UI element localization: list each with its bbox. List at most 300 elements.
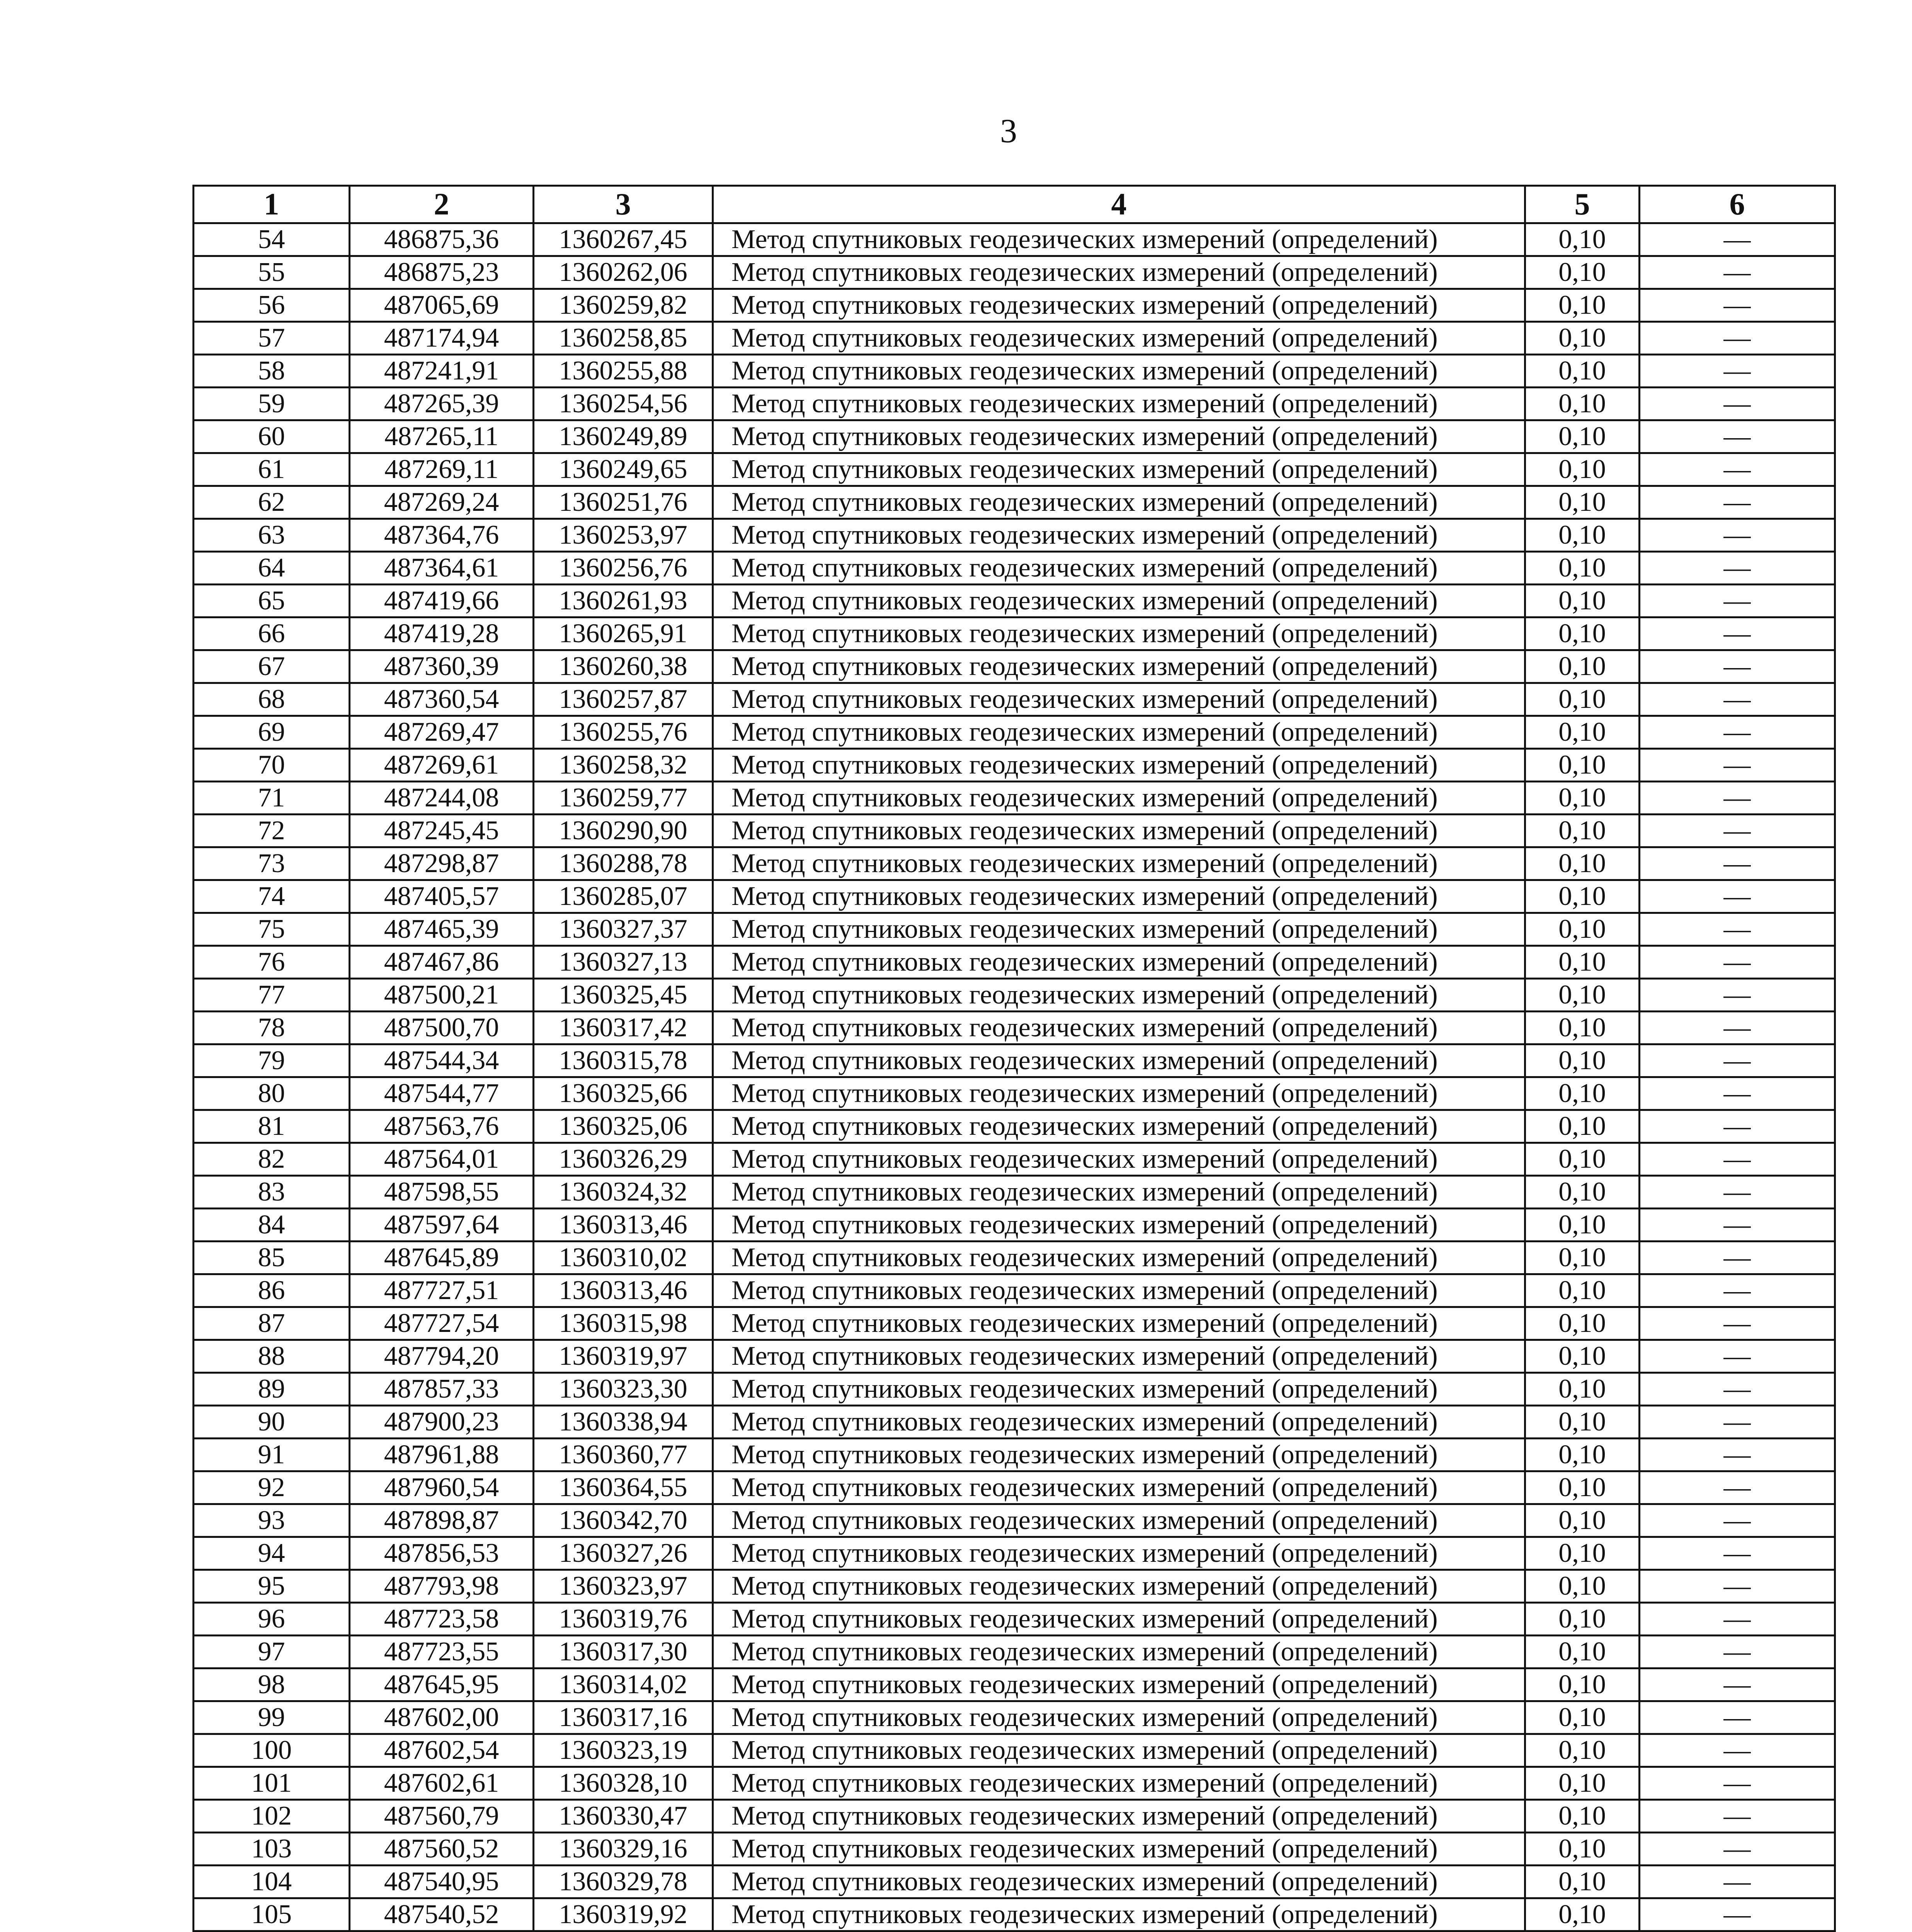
cell-point-number: 84 (194, 1209, 350, 1242)
cell-x-coordinate: 487794,20 (350, 1340, 534, 1373)
cell-accuracy: 0,10 (1525, 1307, 1640, 1340)
cell-y-coordinate: 1360328,10 (534, 1767, 713, 1800)
cell-method: Метод спутниковых геодезических измерений (определений) (713, 585, 1525, 617)
cell-point-number: 90 (194, 1406, 350, 1439)
cell-method: Метод спутниковых геодезических измерений (определений) (713, 1866, 1525, 1898)
cell-accuracy: 0,10 (1525, 617, 1640, 650)
table-row (194, 223, 1835, 256)
cell-x-coordinate: 487419,28 (350, 617, 534, 650)
cell-method: Метод спутниковых геодезических измерений (определений) (713, 1110, 1525, 1143)
cell-accuracy: 0,10 (1525, 1866, 1640, 1898)
table-row (194, 1471, 1835, 1504)
cell-method: Метод спутниковых геодезических измерений (определений) (713, 453, 1525, 486)
cell-y-coordinate: 1360323,19 (534, 1734, 713, 1767)
cell-method: Метод спутниковых геодезических измерений (определений) (713, 223, 1525, 256)
cell-accuracy: 0,10 (1525, 749, 1640, 782)
cell-point-number: 103 (194, 1833, 350, 1866)
cell-note: — (1640, 1866, 1835, 1898)
cell-method: Метод спутниковых геодезических измерений (определений) (713, 1209, 1525, 1242)
cell-method: Метод спутниковых геодезических измерений (определений) (713, 946, 1525, 979)
cell-y-coordinate: 1360330,47 (534, 1800, 713, 1833)
cell-method: Метод спутниковых геодезических измерений (определений) (713, 1143, 1525, 1176)
cell-point-number: 60 (194, 420, 350, 453)
cell-y-coordinate: 1360317,42 (534, 1012, 713, 1044)
cell-y-coordinate: 1360364,55 (534, 1471, 713, 1504)
cell-note: — (1640, 979, 1835, 1012)
cell-note: — (1640, 388, 1835, 420)
cell-accuracy: 0,10 (1525, 552, 1640, 585)
column-header: 2 (350, 186, 534, 223)
cell-y-coordinate: 1360326,29 (534, 1143, 713, 1176)
cell-accuracy: 0,10 (1525, 847, 1640, 880)
cell-point-number: 54 (194, 223, 350, 256)
cell-x-coordinate: 487298,87 (350, 847, 534, 880)
cell-method: Метод спутниковых геодезических измерений (определений) (713, 1603, 1525, 1636)
cell-y-coordinate: 1360319,92 (534, 1898, 713, 1931)
cell-y-coordinate: 1360314,02 (534, 1668, 713, 1701)
cell-point-number: 64 (194, 552, 350, 585)
cell-note: — (1640, 1603, 1835, 1636)
cell-note: — (1640, 1406, 1835, 1439)
cell-y-coordinate: 1360329,16 (534, 1833, 713, 1866)
cell-method: Метод спутниковых геодезических измерений (определений) (713, 683, 1525, 716)
table-row (194, 1274, 1835, 1307)
cell-y-coordinate: 1360315,78 (534, 1044, 713, 1077)
cell-accuracy: 0,10 (1525, 1471, 1640, 1504)
cell-method: Метод спутниковых геодезических измерений (определений) (713, 1340, 1525, 1373)
cell-y-coordinate: 1360265,91 (534, 617, 713, 650)
cell-note: — (1640, 683, 1835, 716)
cell-point-number: 68 (194, 683, 350, 716)
cell-x-coordinate: 487645,89 (350, 1242, 534, 1274)
cell-x-coordinate: 487364,61 (350, 552, 534, 585)
cell-note: — (1640, 355, 1835, 388)
cell-x-coordinate: 487602,61 (350, 1767, 534, 1800)
cell-point-number: 88 (194, 1340, 350, 1373)
cell-accuracy: 0,10 (1525, 1636, 1640, 1668)
cell-method: Метод спутниковых геодезических измерений (определений) (713, 782, 1525, 815)
cell-method: Метод спутниковых геодезических измерений (определений) (713, 1636, 1525, 1668)
cell-accuracy: 0,10 (1525, 256, 1640, 289)
cell-method: Метод спутниковых геодезических измерений (определений) (713, 1767, 1525, 1800)
table-row (194, 1767, 1835, 1800)
cell-note: — (1640, 1833, 1835, 1866)
table-row (194, 683, 1835, 716)
cell-point-number: 72 (194, 815, 350, 847)
cell-accuracy: 0,10 (1525, 880, 1640, 913)
cell-method: Метод спутниковых геодезических измерений (определений) (713, 847, 1525, 880)
column-header: 3 (534, 186, 713, 223)
cell-y-coordinate: 1360324,32 (534, 1176, 713, 1209)
cell-method: Метод спутниковых геодезических измерений (определений) (713, 1077, 1525, 1110)
cell-y-coordinate: 1360342,70 (534, 1504, 713, 1537)
cell-accuracy: 0,10 (1525, 815, 1640, 847)
cell-y-coordinate: 1360329,78 (534, 1866, 713, 1898)
cell-method: Метод спутниковых геодезических измерений (определений) (713, 486, 1525, 519)
cell-point-number: 80 (194, 1077, 350, 1110)
cell-point-number: 89 (194, 1373, 350, 1406)
cell-accuracy: 0,10 (1525, 1274, 1640, 1307)
cell-accuracy: 0,10 (1525, 1209, 1640, 1242)
cell-x-coordinate: 487563,76 (350, 1110, 534, 1143)
table-row (194, 552, 1835, 585)
cell-accuracy: 0,10 (1525, 1668, 1640, 1701)
cell-y-coordinate: 1360249,89 (534, 420, 713, 453)
column-header: 6 (1640, 186, 1835, 223)
cell-y-coordinate: 1360267,45 (534, 223, 713, 256)
table-row (194, 1668, 1835, 1701)
table-row (194, 1077, 1835, 1110)
cell-y-coordinate: 1360259,82 (534, 289, 713, 322)
cell-y-coordinate: 1360253,97 (534, 519, 713, 552)
cell-x-coordinate: 487419,66 (350, 585, 534, 617)
cell-x-coordinate: 487360,54 (350, 683, 534, 716)
cell-method: Метод спутниковых геодезических измерений (определений) (713, 420, 1525, 453)
table-row (194, 1439, 1835, 1471)
cell-note: — (1640, 486, 1835, 519)
cell-method: Метод спутниковых геодезических измерений (определений) (713, 552, 1525, 585)
cell-accuracy: 0,10 (1525, 1044, 1640, 1077)
cell-x-coordinate: 487244,08 (350, 782, 534, 815)
table-row (194, 650, 1835, 683)
table-header-row (194, 186, 1835, 223)
cell-y-coordinate: 1360317,16 (534, 1701, 713, 1734)
cell-x-coordinate: 487544,77 (350, 1077, 534, 1110)
cell-accuracy: 0,10 (1525, 683, 1640, 716)
cell-point-number: 91 (194, 1439, 350, 1471)
cell-y-coordinate: 1360258,85 (534, 322, 713, 355)
cell-accuracy: 0,10 (1525, 1439, 1640, 1471)
cell-note: — (1640, 650, 1835, 683)
cell-note: — (1640, 1668, 1835, 1701)
table-row (194, 1866, 1835, 1898)
cell-method: Метод спутниковых геодезических измерений (определений) (713, 1274, 1525, 1307)
page-number: 3 (1000, 112, 1017, 150)
cell-accuracy: 0,10 (1525, 1077, 1640, 1110)
cell-point-number: 78 (194, 1012, 350, 1044)
cell-point-number: 96 (194, 1603, 350, 1636)
cell-note: — (1640, 1800, 1835, 1833)
cell-x-coordinate: 487245,45 (350, 815, 534, 847)
table-row (194, 979, 1835, 1012)
cell-note: — (1640, 749, 1835, 782)
table-row (194, 1307, 1835, 1340)
cell-x-coordinate: 487602,54 (350, 1734, 534, 1767)
cell-note: — (1640, 322, 1835, 355)
cell-x-coordinate: 487174,94 (350, 322, 534, 355)
cell-accuracy: 0,10 (1525, 1734, 1640, 1767)
cell-point-number: 86 (194, 1274, 350, 1307)
cell-x-coordinate: 487645,95 (350, 1668, 534, 1701)
cell-x-coordinate: 487265,39 (350, 388, 534, 420)
cell-accuracy: 0,10 (1525, 1800, 1640, 1833)
cell-method: Метод спутниковых геодезических измерений (определений) (713, 1406, 1525, 1439)
cell-accuracy: 0,10 (1525, 1767, 1640, 1800)
cell-x-coordinate: 487269,11 (350, 453, 534, 486)
table-row (194, 420, 1835, 453)
cell-x-coordinate: 487269,61 (350, 749, 534, 782)
cell-method: Метод спутниковых геодезических измерений (определений) (713, 913, 1525, 946)
column-header: 4 (713, 186, 1525, 223)
cell-y-coordinate: 1360327,26 (534, 1537, 713, 1570)
cell-point-number: 77 (194, 979, 350, 1012)
cell-method: Метод спутниковых геодезических измерений (определений) (713, 1537, 1525, 1570)
table-row (194, 388, 1835, 420)
cell-point-number: 74 (194, 880, 350, 913)
cell-accuracy: 0,10 (1525, 519, 1640, 552)
column-header: 5 (1525, 186, 1640, 223)
cell-point-number: 104 (194, 1866, 350, 1898)
cell-note: — (1640, 1504, 1835, 1537)
cell-note: — (1640, 1274, 1835, 1307)
table-row (194, 1701, 1835, 1734)
cell-accuracy: 0,10 (1525, 1537, 1640, 1570)
table-row (194, 913, 1835, 946)
table-row (194, 1209, 1835, 1242)
cell-method: Метод спутниковых геодезических измерений (определений) (713, 256, 1525, 289)
cell-y-coordinate: 1360310,02 (534, 1242, 713, 1274)
cell-x-coordinate: 487960,54 (350, 1471, 534, 1504)
cell-x-coordinate: 487793,98 (350, 1570, 534, 1603)
cell-x-coordinate: 487405,57 (350, 880, 534, 913)
cell-point-number: 83 (194, 1176, 350, 1209)
cell-accuracy: 0,10 (1525, 1176, 1640, 1209)
table-row (194, 1537, 1835, 1570)
cell-note: — (1640, 256, 1835, 289)
table-row (194, 1012, 1835, 1044)
cell-method: Метод спутниковых геодезических измерений (определений) (713, 815, 1525, 847)
cell-y-coordinate: 1360313,46 (534, 1274, 713, 1307)
cell-point-number: 81 (194, 1110, 350, 1143)
cell-y-coordinate: 1360262,06 (534, 256, 713, 289)
cell-method: Метод спутниковых геодезических измерений (определений) (713, 1701, 1525, 1734)
cell-point-number: 67 (194, 650, 350, 683)
cell-point-number: 71 (194, 782, 350, 815)
cell-method: Метод спутниковых геодезических измерений (определений) (713, 1012, 1525, 1044)
table-row (194, 355, 1835, 388)
cell-accuracy: 0,10 (1525, 1504, 1640, 1537)
cell-point-number: 65 (194, 585, 350, 617)
cell-x-coordinate: 487540,95 (350, 1866, 534, 1898)
table-row (194, 322, 1835, 355)
cell-method: Метод спутниковых геодезических измерений (определений) (713, 1734, 1525, 1767)
cell-method: Метод спутниковых геодезических измерений (определений) (713, 1044, 1525, 1077)
cell-note: — (1640, 1044, 1835, 1077)
cell-point-number: 63 (194, 519, 350, 552)
cell-x-coordinate: 487544,34 (350, 1044, 534, 1077)
cell-note: — (1640, 1340, 1835, 1373)
cell-note: — (1640, 815, 1835, 847)
cell-accuracy: 0,10 (1525, 1143, 1640, 1176)
cell-x-coordinate: 486875,23 (350, 256, 534, 289)
cell-x-coordinate: 487540,52 (350, 1898, 534, 1931)
cell-method: Метод спутниковых геодезических измерений (определений) (713, 1471, 1525, 1504)
cell-accuracy: 0,10 (1525, 486, 1640, 519)
cell-note: — (1640, 1636, 1835, 1668)
table-row (194, 782, 1835, 815)
cell-x-coordinate: 487560,79 (350, 1800, 534, 1833)
cell-y-coordinate: 1360261,93 (534, 585, 713, 617)
cell-method: Метод спутниковых геодезических измерений (определений) (713, 979, 1525, 1012)
cell-y-coordinate: 1360256,76 (534, 552, 713, 585)
table-row (194, 1143, 1835, 1176)
cell-y-coordinate: 1360315,98 (534, 1307, 713, 1340)
cell-point-number: 98 (194, 1668, 350, 1701)
cell-note: — (1640, 519, 1835, 552)
cell-x-coordinate: 487598,55 (350, 1176, 534, 1209)
table-row (194, 1570, 1835, 1603)
table-row (194, 1406, 1835, 1439)
cell-accuracy: 0,10 (1525, 782, 1640, 815)
cell-point-number: 55 (194, 256, 350, 289)
cell-accuracy: 0,10 (1525, 1833, 1640, 1866)
cell-method: Метод спутниковых геодезических измерений (определений) (713, 1176, 1525, 1209)
cell-point-number: 105 (194, 1898, 350, 1931)
cell-point-number: 101 (194, 1767, 350, 1800)
cell-note: — (1640, 1110, 1835, 1143)
cell-note: — (1640, 1077, 1835, 1110)
cell-point-number: 76 (194, 946, 350, 979)
cell-y-coordinate: 1360323,30 (534, 1373, 713, 1406)
cell-point-number: 94 (194, 1537, 350, 1570)
cell-method: Метод спутниковых геодезических измерений (определений) (713, 1668, 1525, 1701)
cell-note: — (1640, 880, 1835, 913)
cell-x-coordinate: 487241,91 (350, 355, 534, 388)
cell-y-coordinate: 1360288,78 (534, 847, 713, 880)
cell-y-coordinate: 1360258,32 (534, 749, 713, 782)
cell-note: — (1640, 1373, 1835, 1406)
cell-note: — (1640, 1537, 1835, 1570)
cell-y-coordinate: 1360254,56 (534, 388, 713, 420)
cell-y-coordinate: 1360325,06 (534, 1110, 713, 1143)
cell-x-coordinate: 486875,36 (350, 223, 534, 256)
table-row (194, 1340, 1835, 1373)
cell-x-coordinate: 487560,52 (350, 1833, 534, 1866)
cell-x-coordinate: 487500,21 (350, 979, 534, 1012)
cell-accuracy: 0,10 (1525, 1570, 1640, 1603)
cell-method: Метод спутниковых геодезических измерений (определений) (713, 650, 1525, 683)
table-row (194, 1898, 1835, 1931)
cell-note: — (1640, 782, 1835, 815)
cell-method: Метод спутниковых геодезических измерений (определений) (713, 880, 1525, 913)
cell-point-number: 69 (194, 716, 350, 749)
cell-note: — (1640, 716, 1835, 749)
table-row (194, 1176, 1835, 1209)
table-row (194, 585, 1835, 617)
cell-x-coordinate: 487364,76 (350, 519, 534, 552)
cell-point-number: 79 (194, 1044, 350, 1077)
cell-accuracy: 0,10 (1525, 420, 1640, 453)
cell-point-number: 62 (194, 486, 350, 519)
table-row (194, 1044, 1835, 1077)
cell-y-coordinate: 1360317,30 (534, 1636, 713, 1668)
cell-y-coordinate: 1360259,77 (534, 782, 713, 815)
cell-point-number: 97 (194, 1636, 350, 1668)
cell-y-coordinate: 1360313,46 (534, 1209, 713, 1242)
table-row (194, 716, 1835, 749)
cell-method: Метод спутниковых геодезических измерений (определений) (713, 322, 1525, 355)
cell-y-coordinate: 1360260,38 (534, 650, 713, 683)
cell-note: — (1640, 453, 1835, 486)
cell-note: — (1640, 223, 1835, 256)
table-row (194, 847, 1835, 880)
cell-point-number: 92 (194, 1471, 350, 1504)
cell-accuracy: 0,10 (1525, 1110, 1640, 1143)
cell-x-coordinate: 487467,86 (350, 946, 534, 979)
cell-x-coordinate: 487961,88 (350, 1439, 534, 1471)
cell-x-coordinate: 487360,39 (350, 650, 534, 683)
cell-note: — (1640, 1734, 1835, 1767)
cell-accuracy: 0,10 (1525, 1701, 1640, 1734)
cell-point-number: 70 (194, 749, 350, 782)
table-row (194, 815, 1835, 847)
cell-x-coordinate: 487723,55 (350, 1636, 534, 1668)
cell-y-coordinate: 1360319,97 (534, 1340, 713, 1373)
cell-point-number: 61 (194, 453, 350, 486)
table-row (194, 1242, 1835, 1274)
cell-x-coordinate: 487597,64 (350, 1209, 534, 1242)
cell-accuracy: 0,10 (1525, 1012, 1640, 1044)
cell-x-coordinate: 487269,24 (350, 486, 534, 519)
cell-note: — (1640, 1012, 1835, 1044)
table-row (194, 1110, 1835, 1143)
cell-note: — (1640, 1898, 1835, 1931)
cell-point-number: 93 (194, 1504, 350, 1537)
cell-note: — (1640, 1143, 1835, 1176)
table-row (194, 880, 1835, 913)
cell-x-coordinate: 487727,51 (350, 1274, 534, 1307)
cell-note: — (1640, 552, 1835, 585)
cell-method: Метод спутниковых геодезических измерений (определений) (713, 1570, 1525, 1603)
cell-method: Метод спутниковых геодезических измерений (определений) (713, 716, 1525, 749)
cell-method: Метод спутниковых геодезических измерений (определений) (713, 388, 1525, 420)
cell-note: — (1640, 420, 1835, 453)
cell-x-coordinate: 487564,01 (350, 1143, 534, 1176)
cell-method: Метод спутниковых геодезических измерений (определений) (713, 289, 1525, 322)
cell-x-coordinate: 487857,33 (350, 1373, 534, 1406)
cell-point-number: 82 (194, 1143, 350, 1176)
table-row (194, 1833, 1835, 1866)
cell-accuracy: 0,10 (1525, 1603, 1640, 1636)
cell-accuracy: 0,10 (1525, 585, 1640, 617)
table-row (194, 946, 1835, 979)
cell-note: — (1640, 1307, 1835, 1340)
cell-y-coordinate: 1360285,07 (534, 880, 713, 913)
cell-x-coordinate: 487856,53 (350, 1537, 534, 1570)
cell-point-number: 59 (194, 388, 350, 420)
cell-note: — (1640, 1471, 1835, 1504)
cell-y-coordinate: 1360257,87 (534, 683, 713, 716)
cell-y-coordinate: 1360249,65 (534, 453, 713, 486)
cell-method: Метод спутниковых геодезических измерений (определений) (713, 749, 1525, 782)
cell-x-coordinate: 487900,23 (350, 1406, 534, 1439)
table-row (194, 1800, 1835, 1833)
cell-x-coordinate: 487269,47 (350, 716, 534, 749)
cell-accuracy: 0,10 (1525, 1406, 1640, 1439)
cell-point-number: 99 (194, 1701, 350, 1734)
table-row (194, 289, 1835, 322)
cell-accuracy: 0,10 (1525, 1242, 1640, 1274)
cell-accuracy: 0,10 (1525, 388, 1640, 420)
table-row (194, 1373, 1835, 1406)
table-row (194, 1636, 1835, 1668)
cell-accuracy: 0,10 (1525, 913, 1640, 946)
cell-x-coordinate: 487265,11 (350, 420, 534, 453)
table-row (194, 519, 1835, 552)
cell-x-coordinate: 487065,69 (350, 289, 534, 322)
cell-x-coordinate: 487898,87 (350, 1504, 534, 1537)
cell-y-coordinate: 1360327,37 (534, 913, 713, 946)
